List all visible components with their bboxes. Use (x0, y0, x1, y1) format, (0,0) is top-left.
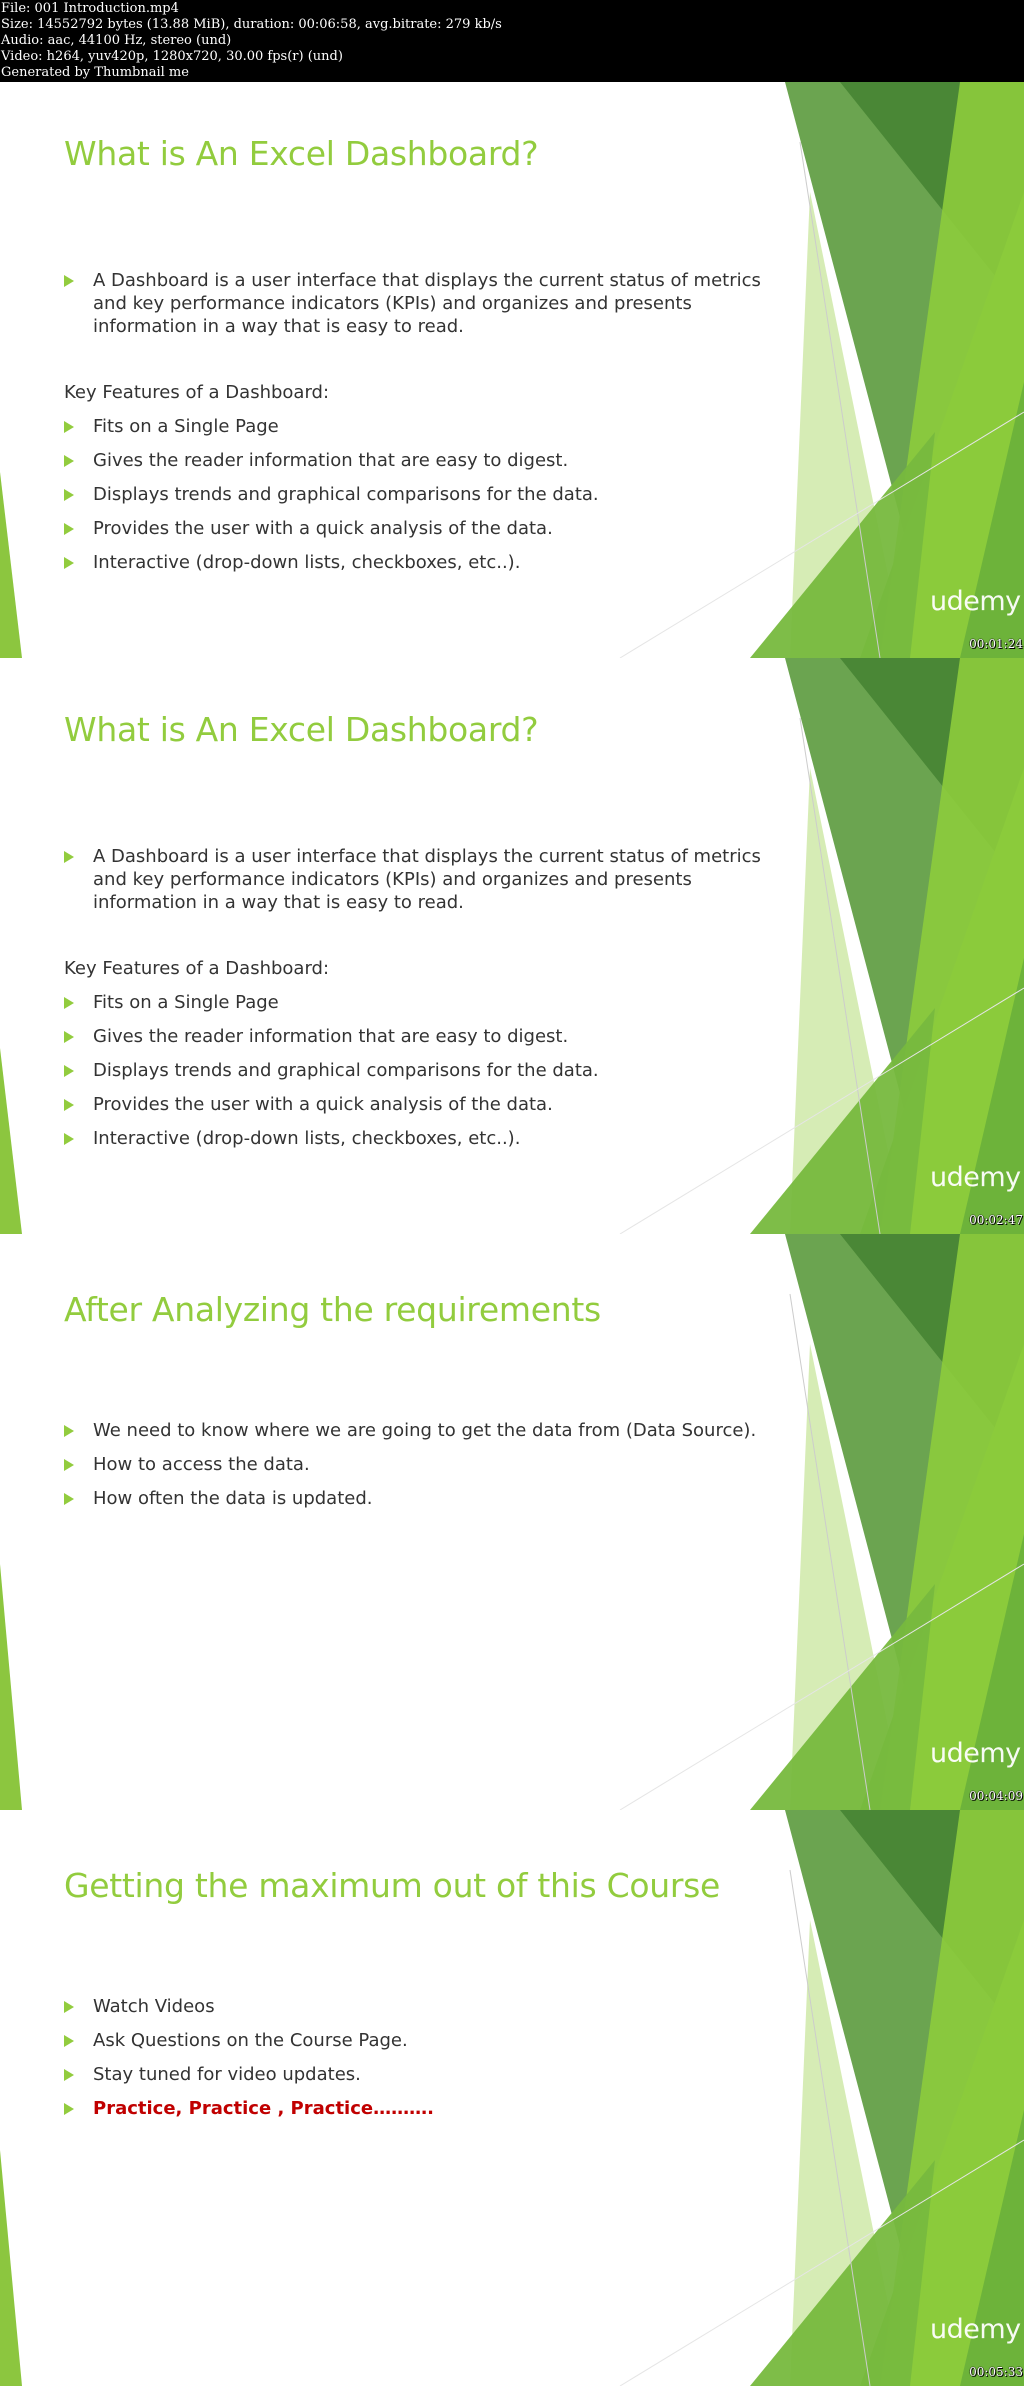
intro-bullet: A Dashboard is a user interface that displays the current status of metrics and key performance indicators (KPIs) and organizes and presents information in a way that is easy to read. (64, 269, 784, 338)
timestamp: 00:01:24 (969, 637, 1023, 651)
bullet-triangle-icon (64, 1065, 74, 1077)
bullet-triangle-icon (64, 2103, 74, 2115)
feature-bullet: Displays trends and graphical comparisons for the data. (64, 483, 784, 506)
feature-bullet: Interactive (drop-down lists, checkboxes, etc..). (64, 1127, 784, 1150)
bullet-triangle-icon (64, 489, 74, 501)
bullet-item: Ask Questions on the Course Page. (64, 2029, 784, 2052)
slide-1 (0, 82, 1024, 658)
udemy-logo: udemy (930, 1162, 1021, 1193)
feature-bullet: Interactive (drop-down lists, checkboxes, etc..). (64, 551, 784, 574)
slide-title: After Analyzing the requirements (64, 1290, 601, 1329)
timestamp: 00:04:09 (969, 1789, 1023, 1803)
udemy-logo: udemy (930, 586, 1021, 617)
bullet-triangle-icon (64, 2035, 74, 2047)
slide-title: Getting the maximum out of this Course (64, 1866, 721, 1905)
feature-bullet: Provides the user with a quick analysis of the data. (64, 1093, 784, 1116)
bullet-triangle-icon (64, 1133, 74, 1145)
generator-info: Generated by Thumbnail me (1, 65, 189, 80)
video-info: Video: h264, yuv420p, 1280x720, 30.00 fps(r) (und) (1, 49, 343, 64)
feature-bullet: Fits on a Single Page (64, 991, 784, 1014)
bullet-triangle-icon (64, 1099, 74, 1111)
timestamp: 00:05:33 (969, 2365, 1023, 2379)
bullet-triangle-icon (64, 455, 74, 467)
bullet-item: How often the data is updated. (64, 1487, 784, 1510)
bullet-triangle-icon (64, 1493, 74, 1505)
feature-bullet: Gives the reader information that are easy to digest. (64, 1025, 784, 1048)
bullet-triangle-icon (64, 997, 74, 1009)
file-info: File: 001 Introduction.mp4 (1, 1, 179, 16)
features-heading: Key Features of a Dashboard: (64, 958, 330, 979)
video-info-header (0, 0, 1024, 82)
feature-bullet: Gives the reader information that are easy to digest. (64, 449, 784, 472)
feature-bullet: Fits on a Single Page (64, 415, 784, 438)
udemy-logo: udemy (930, 2314, 1021, 2345)
slide-3 (0, 1234, 1024, 1810)
bullet-triangle-icon (64, 1031, 74, 1043)
bullet-item: How to access the data. (64, 1453, 784, 1476)
features-heading: Key Features of a Dashboard: (64, 382, 330, 403)
highlight-bullet: Practice, Practice , Practice………. (64, 2097, 784, 2120)
slide-title: What is An Excel Dashboard? (64, 710, 539, 749)
bullet-triangle-icon (64, 851, 74, 863)
bullet-triangle-icon (64, 275, 74, 287)
slide-2 (0, 658, 1024, 1234)
timestamp: 00:02:47 (969, 1213, 1023, 1227)
bullet-item: We need to know where we are going to get the data from (Data Source). (64, 1419, 784, 1442)
bullet-triangle-icon (64, 1425, 74, 1437)
bullet-triangle-icon (64, 523, 74, 535)
feature-bullet: Provides the user with a quick analysis of the data. (64, 517, 784, 540)
bullet-item: Stay tuned for video updates. (64, 2063, 784, 2086)
slide-4 (0, 1810, 1024, 2386)
bullet-triangle-icon (64, 557, 74, 569)
feature-bullet: Displays trends and graphical comparisons for the data. (64, 1059, 784, 1082)
bullet-triangle-icon (64, 2001, 74, 2013)
intro-bullet: A Dashboard is a user interface that displays the current status of metrics and key performance indicators (KPIs) and organizes and presents information in a way that is easy to read. (64, 845, 784, 914)
bullet-triangle-icon (64, 1459, 74, 1471)
slide-title: What is An Excel Dashboard? (64, 134, 539, 173)
audio-info: Audio: aac, 44100 Hz, stereo (und) (1, 33, 232, 48)
bullet-item: Watch Videos (64, 1995, 784, 2018)
bullet-triangle-icon (64, 2069, 74, 2081)
bullet-triangle-icon (64, 421, 74, 433)
size-info: Size: 14552792 bytes (13.88 MiB), duration: 00:06:58, avg.bitrate: 279 kb/s (1, 17, 502, 32)
udemy-logo: udemy (930, 1738, 1021, 1769)
